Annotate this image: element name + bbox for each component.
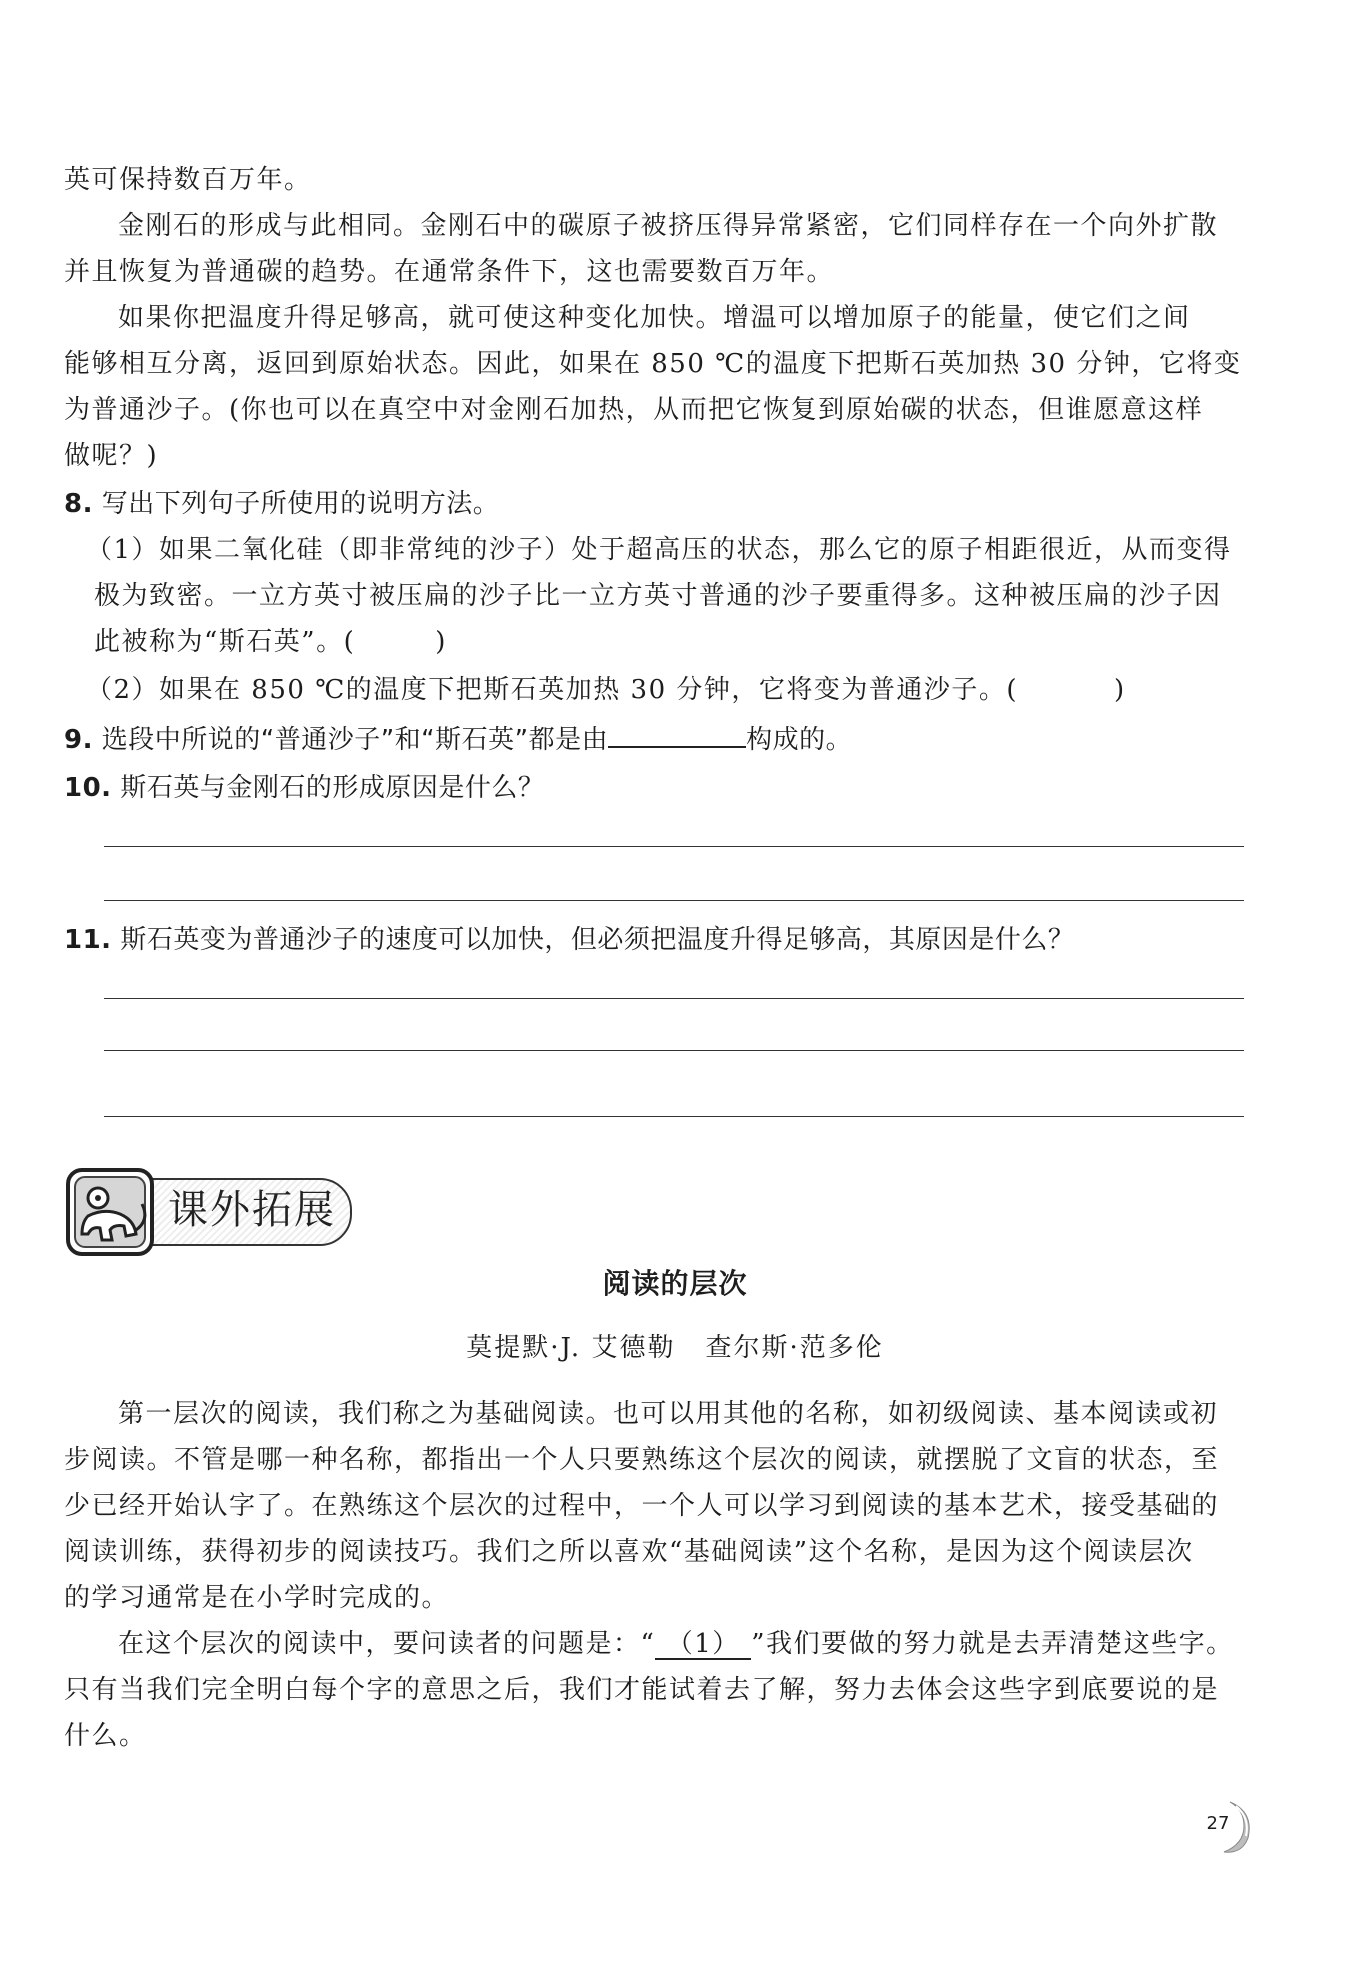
- answer-line[interactable]: [104, 846, 1244, 847]
- question-number: 9.: [64, 725, 93, 755]
- question-text: 斯石英与金刚石的形成原因是什么？: [120, 773, 545, 803]
- article-authors: [0, 1330, 1350, 1366]
- q8-item1-line: 极为致密。一立方英寸被压扁的沙子比一立方英寸普通的沙子要重得多。这种被压扁的沙子因: [94, 581, 1222, 611]
- answer-line[interactable]: [104, 1116, 1244, 1117]
- q8-item1-text: 此被称为“斯石英”。(: [94, 627, 356, 657]
- author-name: 莫提默·J. 艾德勒: [466, 1333, 676, 1363]
- article-line: 少已经开始认字了。在熟练这个层次的过程中，一个人可以学习到阅读的基本艺术，接受基础的: [64, 1491, 1220, 1521]
- article-line: 阅读训练，获得初步的阅读技巧。我们之所以喜欢“基础阅读”这个名称，是因为这个阅读层次: [64, 1537, 1194, 1567]
- question-text: 选段中所说的“普通沙子”和“斯石英”都是由: [101, 725, 609, 755]
- answer-line[interactable]: [104, 900, 1244, 901]
- question-number: 11.: [64, 925, 112, 955]
- article-line: 步阅读。不管是哪一种名称，都指出一个人只要熟练这个层次的阅读，就摆脱了文盲的状态，至: [64, 1445, 1220, 1475]
- fill-in-blank-1[interactable]: （1）: [655, 1630, 751, 1660]
- passage-line: 做呢？): [64, 441, 159, 471]
- q8-item2: [86, 672, 1244, 708]
- passage-line: 金刚石的形成与此相同。金刚石中的碳原子被挤压得异常紧密，它们同样存在一个向外扩散: [118, 211, 1219, 241]
- answer-line[interactable]: [104, 998, 1244, 999]
- article-line-with-blank: [118, 1626, 1244, 1662]
- question-8: [64, 486, 1244, 522]
- passage-line: 为普通沙子。(你也可以在真空中对金刚石加热，从而把它恢复到原始碳的状态，但谁愿意这样: [64, 395, 1204, 425]
- close-paren: ): [435, 627, 447, 657]
- passage-line: 能够相互分离，返回到原始状态。因此，如果在 850 ℃的温度下把斯石英加热 30 分钟，它将变: [64, 349, 1242, 379]
- article-line: 第一层次的阅读，我们称之为基础阅读。也可以用其他的名称，如初级阅读、基本阅读或初: [118, 1399, 1219, 1429]
- question-text: 斯石英变为普通沙子的速度可以加快，但必须把温度升得足够高，其原因是什么？: [120, 925, 1075, 955]
- article-text: ”我们要做的努力就是去弄清楚这些字。: [751, 1629, 1234, 1659]
- close-paren: ): [1114, 675, 1126, 705]
- question-10: [64, 770, 1244, 806]
- fill-in-blank[interactable]: [608, 720, 746, 748]
- section-banner: [64, 1164, 354, 1260]
- passage-line: 英可保持数百万年。: [64, 165, 312, 195]
- q8-item1-line-last: [94, 624, 1244, 660]
- passage-line: 如果你把温度升得足够高，就可使这种变化加快。增温可以增加原子的能量，使它们之间: [118, 303, 1191, 333]
- answer-line[interactable]: [104, 1050, 1244, 1051]
- q8-item2-text: （2）如果在 850 ℃的温度下把斯石英加热 30 分钟，它将变为普通沙子。(: [86, 675, 1019, 705]
- article-line: 只有当我们完全明白每个字的意思之后，我们才能试着去了解，努力去体会这些字到底要说的是: [64, 1675, 1220, 1705]
- question-text: 写出下列句子所使用的说明方法。: [101, 489, 500, 519]
- monkey-stamp-icon: [64, 1164, 160, 1260]
- question-11: [64, 922, 1244, 958]
- question-number: 10.: [64, 773, 112, 803]
- q8-item1-line: （1）如果二氧化硅（即非常纯的沙子）处于超高压的状态，那么它的原子相距很近，从而变得: [86, 535, 1232, 565]
- article-line: 的学习通常是在小学时完成的。: [64, 1583, 450, 1613]
- page-number: 27: [1206, 1813, 1230, 1834]
- question-9: [64, 720, 1244, 758]
- author-name: 查尔斯·范多伦: [705, 1333, 884, 1363]
- question-text-after: 构成的。: [746, 725, 853, 755]
- article-title: 阅读的层次: [602, 1267, 748, 1300]
- article-text: 在这个层次的阅读中，要问读者的问题是：“: [118, 1629, 656, 1659]
- article-line: 什么。: [64, 1721, 147, 1751]
- passage-line: 并且恢复为普通碳的趋势。在通常条件下，这也需要数百万年。: [64, 257, 835, 287]
- banner-title: 课外拓展: [168, 1187, 336, 1233]
- question-number: 8.: [64, 489, 93, 519]
